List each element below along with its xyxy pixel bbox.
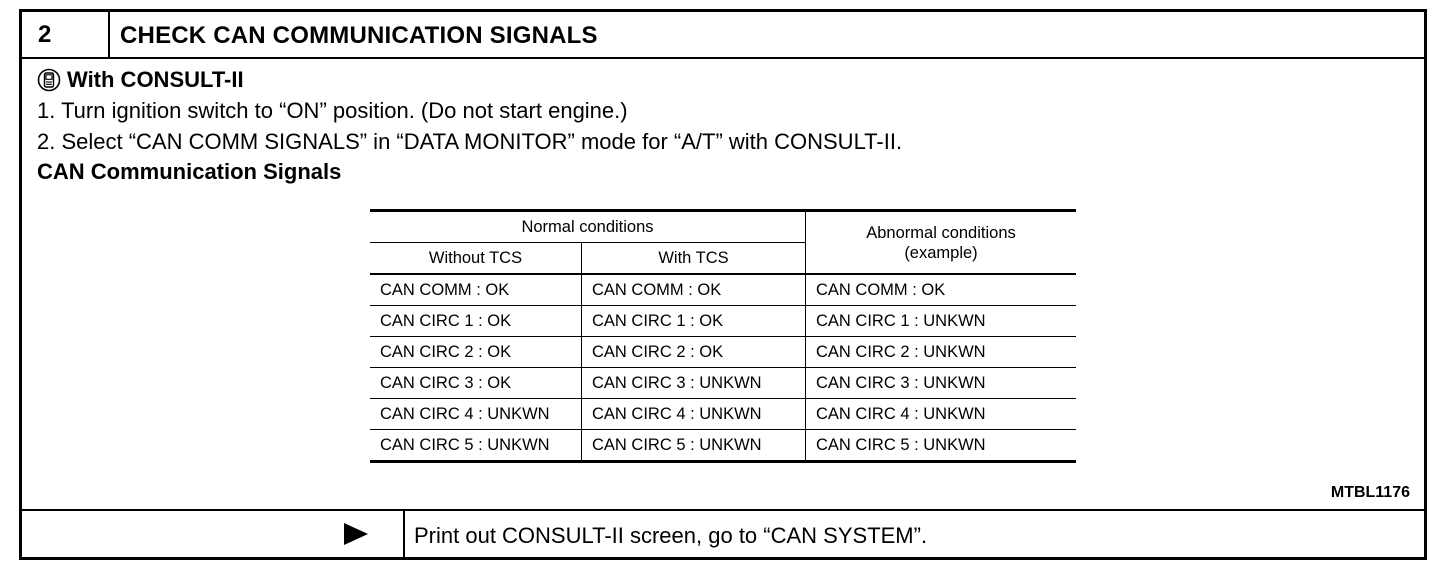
figure-code: MTBL1176 — [1330, 484, 1410, 501]
table-cell: CAN CIRC 5 : UNKWN — [582, 430, 806, 462]
table-cell: CAN CIRC 2 : UNKWN — [806, 337, 1077, 368]
table-cell: CAN CIRC 4 : UNKWN — [582, 399, 806, 430]
table-cell: CAN CIRC 2 : OK — [370, 337, 582, 368]
table-row — [370, 368, 1076, 399]
step-number: 2 — [22, 12, 110, 57]
table-cell: CAN COMM : OK — [582, 274, 806, 306]
table-row — [370, 430, 1076, 462]
table-cell: CAN CIRC 3 : UNKWN — [582, 368, 806, 399]
abnormal-conditions-header — [806, 211, 1077, 275]
step-box — [19, 9, 1427, 560]
consult-heading — [37, 67, 244, 93]
result-arrow-cell — [22, 511, 405, 557]
step-body — [22, 59, 1424, 509]
table-cell: CAN CIRC 4 : UNKWN — [370, 399, 582, 430]
table-title: CAN Communication Signals — [37, 159, 342, 184]
instruction-step-1: 1. Turn ignition switch to “ON” position. (Do not start engine.) — [37, 98, 628, 123]
result-row — [22, 509, 1424, 557]
table-row — [370, 274, 1076, 306]
step-header — [22, 12, 1424, 59]
table-cell: CAN CIRC 1 : OK — [370, 306, 582, 337]
can-signals-table — [370, 209, 1076, 463]
table-cell: CAN COMM : OK — [806, 274, 1077, 306]
table-cell: CAN CIRC 1 : OK — [582, 306, 806, 337]
table-cell: CAN CIRC 3 : UNKWN — [806, 368, 1077, 399]
step-title: CHECK CAN COMMUNICATION SIGNALS — [120, 22, 598, 49]
subheader-with-tcs: With TCS — [582, 243, 806, 275]
table-cell: CAN CIRC 5 : UNKWN — [806, 430, 1077, 462]
result-text: Print out CONSULT-II screen, go to “CAN SYSTEM”. — [414, 523, 928, 548]
table-row — [370, 337, 1076, 368]
table-cell: CAN CIRC 4 : UNKWN — [806, 399, 1077, 430]
consult-ii-icon — [37, 68, 61, 92]
abnormal-header-text: Abnormal conditions (example) — [866, 223, 1016, 262]
table-cell: CAN CIRC 2 : OK — [582, 337, 806, 368]
table-cell: CAN CIRC 3 : OK — [370, 368, 582, 399]
table-header-row — [370, 211, 1076, 243]
normal-conditions-header: Normal conditions — [370, 211, 806, 243]
instruction-step-2: 2. Select “CAN COMM SIGNALS” in “DATA MONITOR” mode for “A/T” with CONSULT-II. — [37, 129, 903, 154]
table-cell: CAN COMM : OK — [370, 274, 582, 306]
table-cell: CAN CIRC 1 : UNKWN — [806, 306, 1077, 337]
subheader-without-tcs: Without TCS — [370, 243, 582, 275]
right-arrow-icon — [344, 523, 368, 545]
with-consult-label: With CONSULT-II — [67, 67, 244, 92]
table-cell: CAN CIRC 5 : UNKWN — [370, 430, 582, 462]
table-row — [370, 306, 1076, 337]
table-row — [370, 399, 1076, 430]
